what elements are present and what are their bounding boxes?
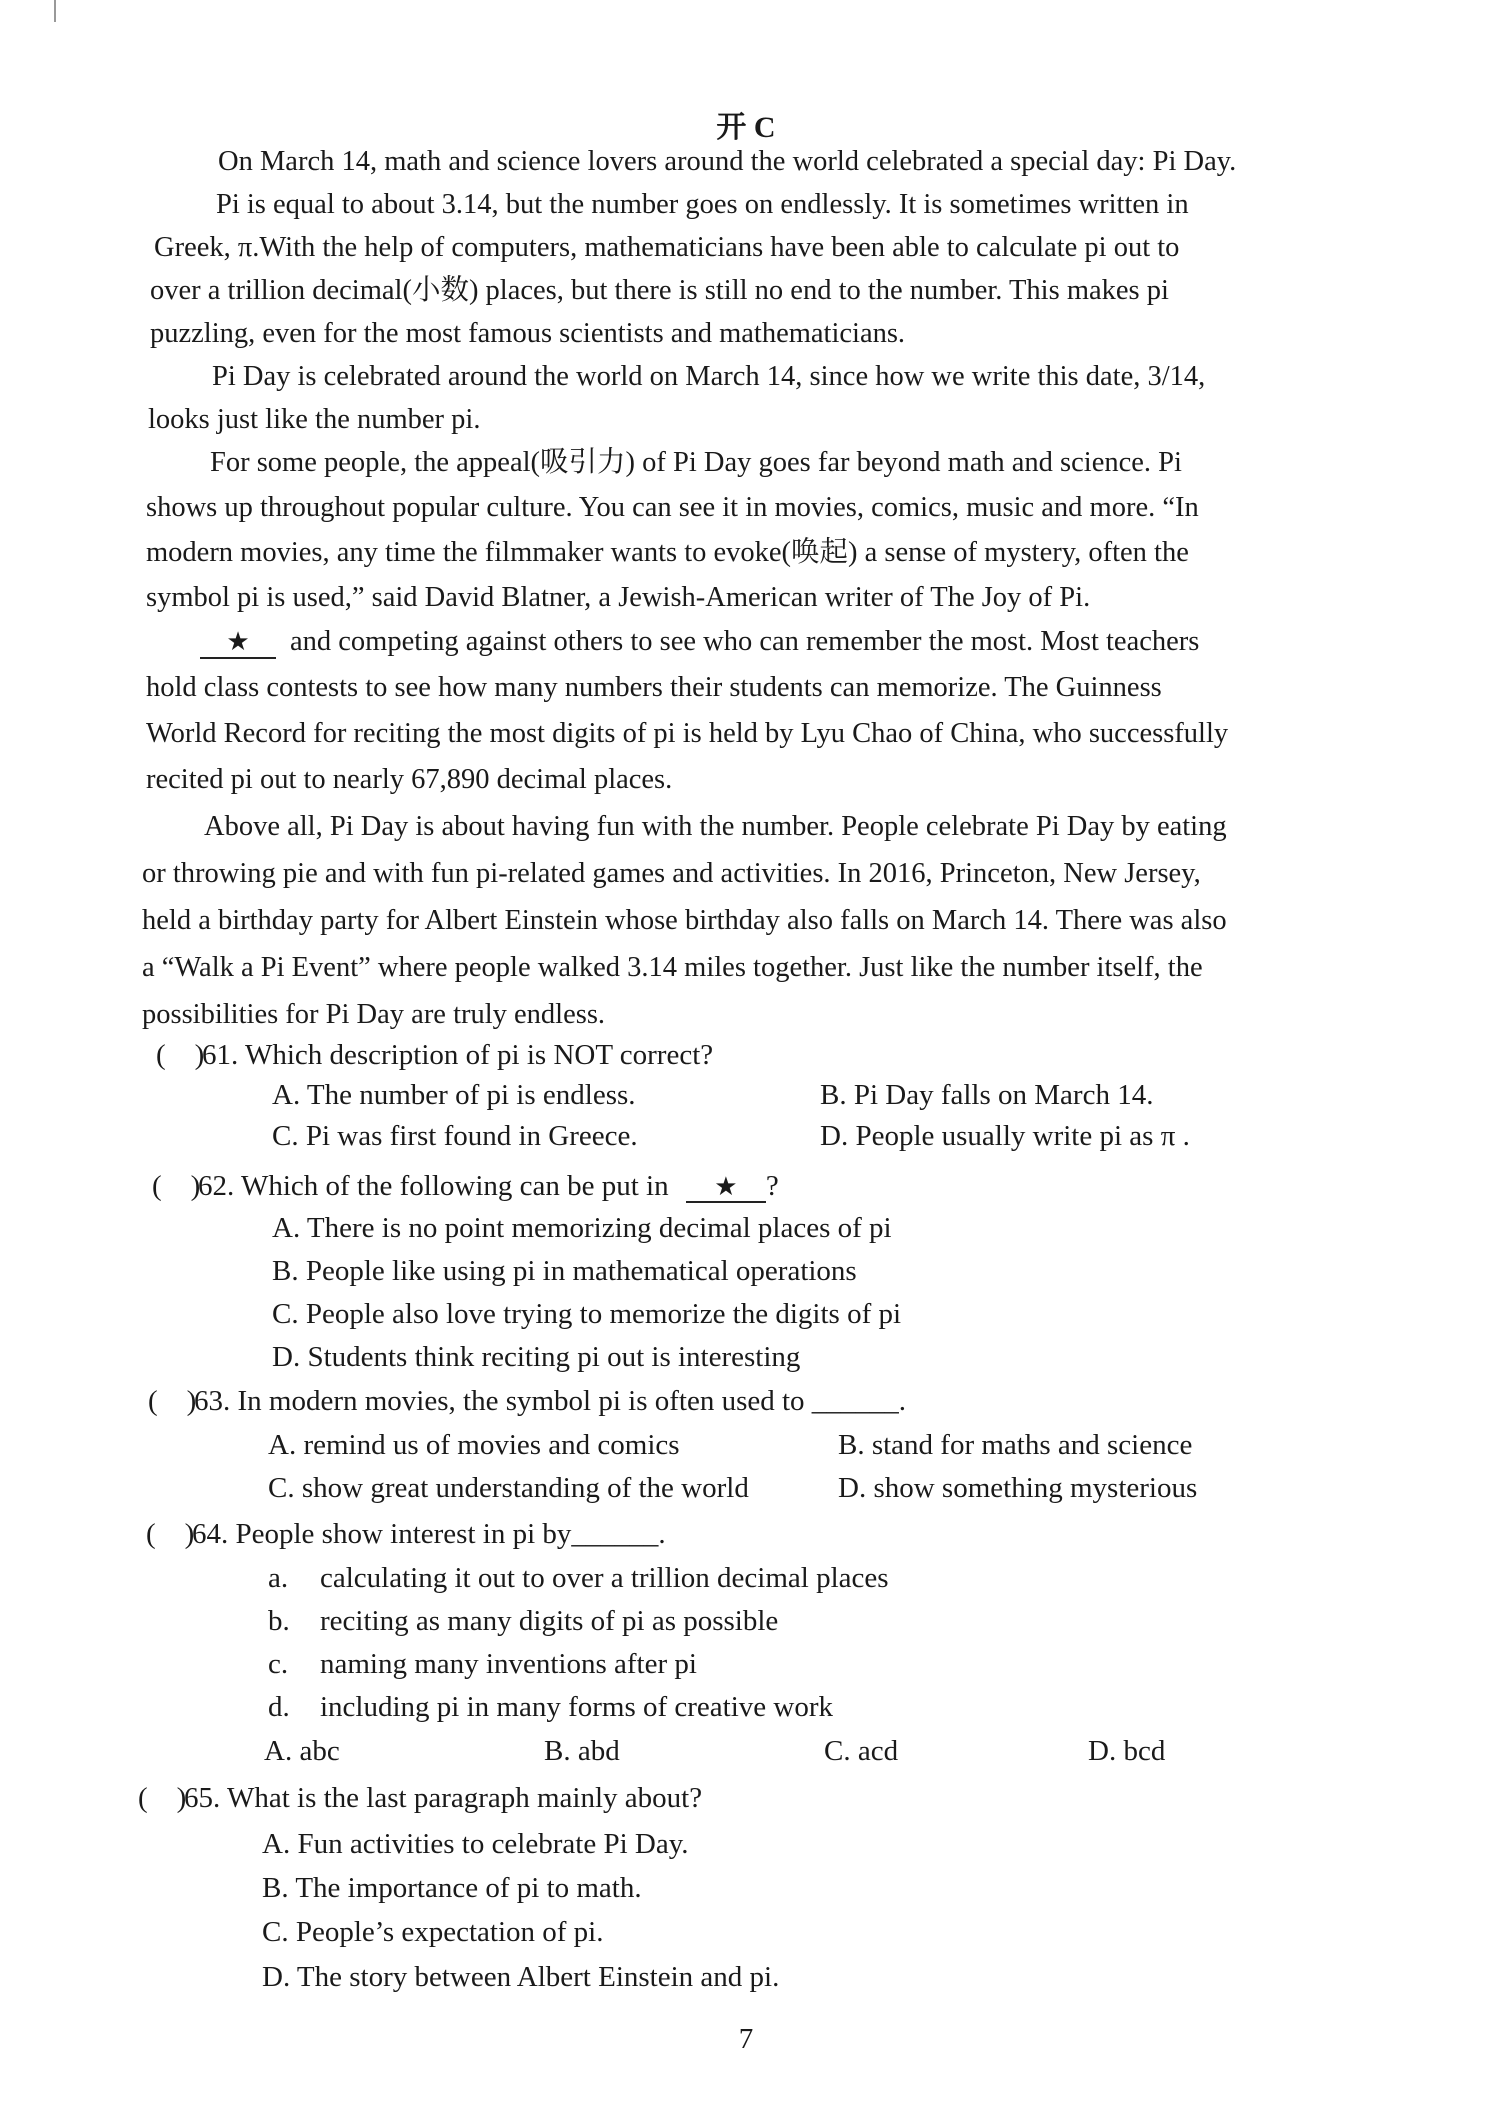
question-stem	[146, 1520, 666, 1549]
question-stem	[138, 1784, 702, 1813]
statement-item	[268, 1693, 833, 1722]
option-b: B. abd	[544, 1735, 620, 1767]
option-c: C. People also love trying to memorize the digits of pi	[272, 1298, 902, 1330]
passage-line: over a trillion decimal(小数) places, but there is still no end to the number. This makes pi	[150, 275, 1169, 306]
star-icon: ★	[714, 1172, 738, 1201]
passage-line: For some people, the appeal(吸引力) of Pi Day goes far beyond math and science. Pi	[210, 447, 1182, 478]
statement-text: calculating it out to over a trillion decimal places	[320, 1562, 889, 1594]
passage-line: shows up throughout popular culture. You can see it in movies, comics, music and more. “In	[146, 492, 1199, 523]
option-b: B. Pi Day falls on March 14.	[820, 1079, 1154, 1111]
statement-text: naming many inventions after pi	[320, 1648, 697, 1680]
answer-blank[interactable]: ( )	[152, 1170, 201, 1202]
statement-label: d.	[268, 1691, 290, 1723]
question-mark: ?	[765, 1170, 779, 1202]
passage-line: puzzling, even for the most famous scientists and mathematicians.	[150, 318, 906, 349]
question-text: 65. What is the last paragraph mainly about?	[184, 1782, 703, 1814]
passage-line: hold class contests to see how many numbers their students can memorize. The Guinness	[146, 672, 1162, 703]
question-text: 61. Which description of pi is NOT correct?	[202, 1039, 714, 1071]
question-stem	[148, 1387, 906, 1416]
statement-label: b.	[268, 1605, 290, 1637]
option-a: A. Fun activities to celebrate Pi Day.	[262, 1828, 689, 1860]
option-d: D. show something mysterious	[838, 1472, 1198, 1504]
question-stem	[152, 1172, 779, 1203]
option-b: B. The importance of pi to math.	[262, 1872, 642, 1904]
option-c: C. acd	[824, 1735, 899, 1767]
option-d: D. People usually write pi as π .	[820, 1120, 1190, 1152]
star-blank	[686, 1172, 766, 1203]
answer-blank[interactable]: ( )	[148, 1385, 197, 1417]
option-a: A. remind us of movies and comics	[268, 1429, 680, 1461]
passage-line: a “Walk a Pi Event” where people walked 3.14 miles together. Just like the number itself, the	[142, 952, 1203, 983]
question-stem	[156, 1041, 713, 1070]
statement-item	[268, 1564, 889, 1593]
option-d: D. bcd	[1088, 1735, 1166, 1767]
passage-line: looks just like the number pi.	[148, 404, 481, 435]
statement-label: a.	[268, 1562, 289, 1594]
star-blank	[200, 628, 276, 659]
option-a: A. There is no point memorizing decimal places of pi	[272, 1212, 892, 1244]
passage-line: held a birthday party for Albert Einstein whose birthday also falls on March 14. There was also	[142, 905, 1227, 936]
option-d: D. Students think reciting pi out is interesting	[272, 1341, 801, 1373]
answer-blank[interactable]: ( )	[156, 1039, 205, 1071]
option-c: C. People’s expectation of pi.	[262, 1916, 604, 1948]
question-text: 64. People show interest in pi by______.	[192, 1518, 666, 1550]
section-heading: 开 C	[716, 111, 776, 144]
statement-label: c.	[268, 1648, 289, 1680]
passage-line: or throwing pie and with fun pi-related games and activities. In 2016, Princeton, New Jersey,	[142, 858, 1201, 889]
passage-text: and competing against others to see who can remember the most. Most teachers	[290, 626, 1200, 657]
option-b: B. stand for maths and science	[838, 1429, 1193, 1461]
passage-line: Pi Day is celebrated around the world on March 14, since how we write this date, 3/14,	[212, 361, 1206, 392]
option-d: D. The story between Albert Einstein and pi.	[262, 1961, 780, 1993]
passage-line: Pi is equal to about 3.14, but the number goes on endlessly. It is sometimes written in	[216, 189, 1189, 220]
passage-line: Greek, π.With the help of computers, mathematicians have been able to calculate pi out to	[154, 232, 1180, 263]
star-icon: ★	[226, 627, 250, 656]
passage-line: World Record for reciting the most digits of pi is held by Lyu Chao of China, who successfully	[146, 718, 1229, 749]
statement-text: including pi in many forms of creative work	[320, 1691, 834, 1723]
passage-line: modern movies, any time the filmmaker wants to evoke(唤起) a sense of mystery, often the	[146, 537, 1189, 568]
statement-text: reciting as many digits of pi as possible	[320, 1605, 779, 1637]
question-text: 62. Which of the following can be put in	[198, 1170, 669, 1202]
passage-line: On March 14, math and science lovers around the world celebrated a special day: Pi Day.	[218, 146, 1237, 177]
option-c: C. Pi was first found in Greece.	[272, 1120, 638, 1152]
page-number: 7	[738, 2023, 754, 2055]
answer-blank[interactable]: ( )	[138, 1782, 187, 1814]
answer-blank[interactable]: ( )	[146, 1518, 195, 1550]
passage-line-with-blank	[200, 628, 1199, 659]
passage-line: recited pi out to nearly 67,890 decimal places.	[146, 764, 673, 795]
passage-line: Above all, Pi Day is about having fun with the number. People celebrate Pi Day by eating	[204, 811, 1227, 842]
scan-edge-mark	[54, 0, 56, 22]
passage-line: possibilities for Pi Day are truly endless.	[142, 999, 606, 1030]
option-a: A. abc	[264, 1735, 340, 1767]
option-c: C. show great understanding of the world	[268, 1472, 749, 1504]
question-text: 63. In modern movies, the symbol pi is often used to ______.	[194, 1385, 907, 1417]
statement-item	[268, 1650, 697, 1679]
passage-line: symbol pi is used,” said David Blatner, a Jewish-American writer of The Joy of Pi.	[146, 582, 1091, 613]
option-a: A. The number of pi is endless.	[272, 1079, 636, 1111]
option-b: B. People like using pi in mathematical operations	[272, 1255, 857, 1287]
statement-item	[268, 1607, 778, 1636]
